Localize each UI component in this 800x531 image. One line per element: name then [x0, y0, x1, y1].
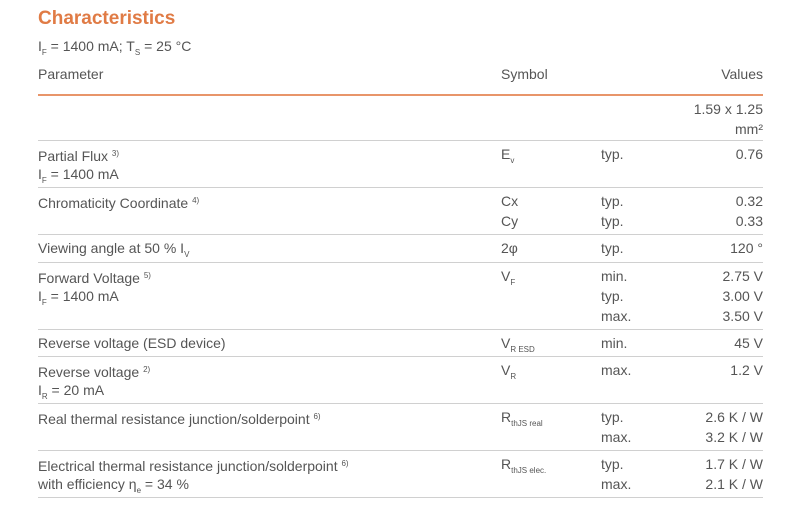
condition-symbol: I — [38, 166, 42, 182]
parameter-cell — [38, 454, 349, 494]
table-row-real-thermal-resistance — [38, 404, 763, 451]
qualifier-cell — [601, 360, 631, 380]
value-cell — [705, 407, 763, 447]
symbol-cell — [501, 144, 514, 171]
condition-symbol: with efficiency η — [38, 476, 137, 492]
value: 0.32 — [735, 193, 763, 209]
qualifier: max. — [601, 362, 632, 378]
value: 1.7 K / W — [705, 456, 763, 472]
if-text: = 1400 mA; T — [46, 38, 135, 54]
parameter-name: Reverse voltage — [38, 364, 140, 380]
parameter-name: Real thermal resistance junction/solderpoint — [38, 411, 310, 427]
footnote-ref: 2) — [143, 365, 151, 374]
value: 3.2 K / W — [705, 429, 763, 445]
symbol-subscript: thJS elec. — [511, 466, 547, 475]
symbol-cell — [501, 191, 518, 231]
value: 1.2 V — [730, 362, 763, 378]
parameter-cell — [38, 144, 119, 184]
qualifier: typ. — [601, 193, 624, 209]
value-cell — [705, 454, 763, 494]
characteristics-table — [38, 96, 763, 498]
qualifier: min. — [601, 268, 628, 284]
value-cell — [734, 333, 763, 353]
parameter-cell — [38, 191, 199, 211]
qualifier: typ. — [601, 409, 624, 425]
symbol: Cy — [501, 213, 519, 229]
qualifier: typ. — [601, 456, 624, 472]
if-symbol: I — [38, 38, 42, 54]
symbol-cell — [501, 266, 515, 293]
qualifier: typ. — [601, 288, 624, 304]
parameter-cell — [38, 266, 151, 306]
parameter-cell — [38, 407, 321, 427]
symbol: E — [501, 146, 511, 162]
qualifier-cell — [601, 333, 627, 353]
condition-symbol: I — [38, 382, 42, 398]
header-values: Values — [721, 66, 763, 82]
value: 3.50 V — [722, 308, 763, 324]
table-row-electrical-thermal-resistance — [38, 451, 763, 498]
value: 0.33 — [735, 213, 763, 229]
footnote-ref: 5) — [143, 271, 151, 280]
footnote-ref: 6) — [341, 459, 349, 468]
symbol-subscript: F — [510, 278, 516, 287]
value: mm² — [735, 121, 763, 137]
table-row-forward-voltage — [38, 263, 763, 330]
qualifier-cell — [601, 238, 624, 258]
footnote-ref: 6) — [313, 412, 321, 421]
value-cell — [736, 191, 763, 231]
symbol-cell — [501, 360, 516, 387]
if-subscript: F — [41, 48, 47, 57]
symbol-subscript: R ESD — [510, 345, 535, 354]
condition-subscript: F — [41, 176, 47, 185]
qualifier: max. — [601, 429, 632, 445]
qualifier: max. — [601, 476, 632, 492]
table-row-reverse-voltage-esd — [38, 330, 763, 357]
value: 2.75 V — [722, 268, 763, 284]
parameter-cell — [38, 360, 150, 400]
section-title: Characteristics — [38, 8, 176, 29]
parameter-name: Electrical thermal resistance junction/solderpoint — [38, 458, 338, 474]
condition-symbol: I — [38, 288, 42, 304]
parameter-name: Viewing angle at 50 % I — [38, 240, 185, 256]
condition-text: = 1400 mA — [46, 288, 119, 304]
parameter-subscript: V — [184, 250, 190, 259]
qualifier: max. — [601, 308, 632, 324]
value-cell — [730, 238, 763, 258]
value: 3.00 V — [722, 288, 763, 304]
header-symbol: Symbol — [501, 66, 548, 82]
symbol: V — [501, 335, 511, 351]
symbol: Cx — [501, 193, 519, 209]
test-conditions — [38, 38, 191, 57]
value: 2.6 K / W — [705, 409, 763, 425]
symbol: 2φ — [501, 240, 518, 256]
symbol-cell — [501, 238, 518, 258]
qualifier-cell — [601, 144, 624, 164]
header-parameter: Parameter — [38, 66, 104, 82]
condition-text: = 34 % — [141, 476, 189, 492]
qualifier: typ. — [601, 213, 624, 229]
ts-subscript: S — [134, 48, 141, 57]
symbol-cell — [501, 454, 546, 481]
footnote-ref: 3) — [111, 149, 120, 158]
parameter-name: Partial Flux — [38, 148, 109, 164]
symbol-cell — [501, 407, 543, 434]
qualifier: min. — [601, 335, 628, 351]
condition-subscript: F — [41, 298, 47, 307]
symbol-subscript: thJS real — [511, 419, 543, 428]
qualifier-cell — [601, 407, 631, 447]
qualifier-cell — [601, 266, 631, 326]
table-row-chromaticity — [38, 188, 763, 235]
condition-subscript: e — [136, 486, 142, 495]
symbol: R — [501, 456, 512, 472]
parameter-cell — [38, 333, 226, 353]
table-row-dimensions — [38, 96, 763, 141]
value-cell — [736, 144, 763, 164]
value-cell — [730, 360, 763, 380]
parameter-cell — [38, 238, 189, 258]
symbol-subscript: v — [510, 156, 515, 165]
value-cell — [694, 99, 763, 139]
condition-text: = 1400 mA — [46, 166, 119, 182]
value: 120 ° — [730, 240, 763, 256]
footnote-ref: 4) — [192, 196, 200, 205]
parameter-name: Reverse voltage (ESD device) — [38, 335, 226, 351]
value: 45 V — [734, 335, 763, 351]
table-row-reverse-voltage — [38, 357, 763, 404]
table-row-viewing-angle — [38, 235, 763, 263]
symbol: R — [501, 409, 512, 425]
symbol-subscript: R — [510, 372, 517, 381]
parameter-name: Forward Voltage — [38, 270, 140, 286]
value: 0.76 — [735, 146, 763, 162]
symbol: V — [501, 268, 511, 284]
condition-subscript: R — [41, 392, 48, 401]
qualifier-cell — [601, 454, 631, 494]
ts-text: = 25 °C — [140, 38, 192, 54]
parameter-name: Chromaticity Coordinate — [38, 195, 189, 211]
value: 2.1 K / W — [705, 476, 763, 492]
qualifier: typ. — [601, 146, 624, 162]
value-cell — [723, 266, 763, 326]
table-row-partial-flux — [38, 141, 763, 188]
symbol-cell — [501, 333, 535, 360]
symbol: V — [501, 362, 511, 378]
condition-text: = 20 mA — [47, 382, 105, 398]
qualifier-cell — [601, 191, 624, 231]
qualifier: typ. — [601, 240, 624, 256]
value: 1.59 x 1.25 — [693, 101, 763, 117]
